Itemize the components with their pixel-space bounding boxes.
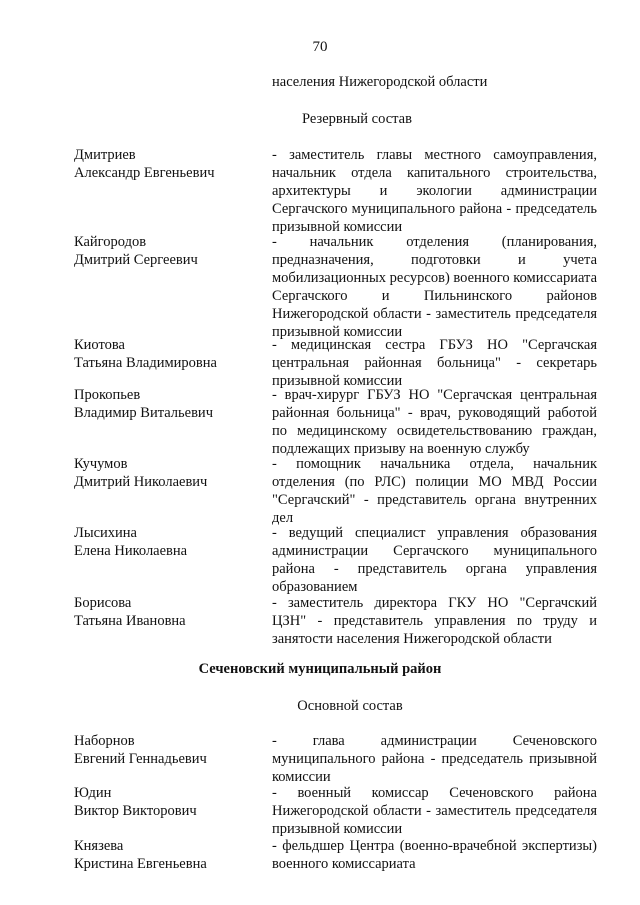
member-name (74, 336, 264, 372)
member-given-name: Евгений Геннадьевич (74, 751, 207, 767)
member-role: - заместитель директора ГКУ НО "Сергачский ЦЗН" - представитель управления по труду и занятости населения Нижегородской области (272, 595, 597, 648)
member-name (74, 732, 264, 768)
member-role: - заместитель главы местного самоуправления, начальник отдела капитального строительства, архитектуры и экологии администрации Сергачского муниципального района - председатель призывной комиссии (272, 147, 597, 236)
member-surname: Кайгородов (74, 234, 147, 250)
member-given-name: Владимир Витальевич (74, 405, 213, 421)
member-surname: Борисова (74, 595, 132, 611)
member-name (74, 837, 264, 873)
member-role: - военный комиссар Сеченовского района Нижегородской области - заместитель председателя призывной комиссии (272, 785, 597, 838)
member-given-name: Виктор Викторович (74, 803, 197, 819)
member-name (74, 455, 264, 491)
member-given-name: Дмитрий Сергеевич (74, 252, 198, 268)
member-role: - медицинская сестра ГБУЗ НО "Сергачская центральная районная больница" - секретарь призывной комиссии (272, 337, 597, 390)
member-name (74, 146, 264, 182)
member-surname: Князева (74, 838, 124, 854)
member-role: - врач-хирург ГБУЗ НО "Сергачская центральная районная больница" - врач, руководящий работой по медицинскому освидетельствованию граждан, подлежащих призыву на военную службу (272, 387, 597, 458)
member-role: - начальник отделения (планирования, предназначения, подготовки и учета мобилизационных ресурсов) военного комиссариата Сергачского и Пильнинского районов Нижегородской области - заместитель председателя призывной комиссии (272, 234, 597, 341)
member-name (74, 233, 264, 269)
continuation-text: населения Нижегородской области (272, 74, 488, 90)
member-role: - глава администрации Сеченовского муниципального района - председатель призывной комиссии (272, 733, 597, 786)
member-surname: Киотова (74, 337, 125, 353)
reserve-heading: Резервный состав (302, 111, 412, 127)
member-given-name: Татьяна Ивановна (74, 613, 186, 629)
member-name (74, 594, 264, 630)
member-given-name: Елена Николаевна (74, 543, 188, 559)
district-heading: Сеченовский муниципальный район (198, 661, 442, 677)
member-surname: Наборнов (74, 733, 135, 749)
member-role: - помощник начальника отдела, начальник отделения (по РЛС) полиции МО МВД России "Сергачский" - представитель органа внутренних дел (272, 456, 597, 527)
main-heading: Основной состав (297, 698, 403, 714)
page-number: 70 (312, 39, 328, 55)
member-surname: Дмитриев (74, 147, 136, 163)
member-given-name: Кристина Евгеньевна (74, 856, 207, 872)
member-role: - фельдшер Центра (военно-врачебной экспертизы) военного комиссариата (272, 838, 597, 873)
member-name (74, 386, 264, 422)
member-surname: Кучумов (74, 456, 128, 472)
member-surname: Лысихина (74, 525, 137, 541)
member-name (74, 524, 264, 560)
member-given-name: Дмитрий Николаевич (74, 474, 208, 490)
member-surname: Юдин (74, 785, 112, 801)
member-given-name: Татьяна Владимировна (74, 355, 217, 371)
member-given-name: Александр Евгеньевич (74, 165, 215, 181)
member-surname: Прокопьев (74, 387, 141, 403)
member-role: - ведущий специалист управления образования администрации Сергачского муниципального района - представитель органа управления образованием (272, 525, 597, 596)
member-name (74, 784, 264, 820)
